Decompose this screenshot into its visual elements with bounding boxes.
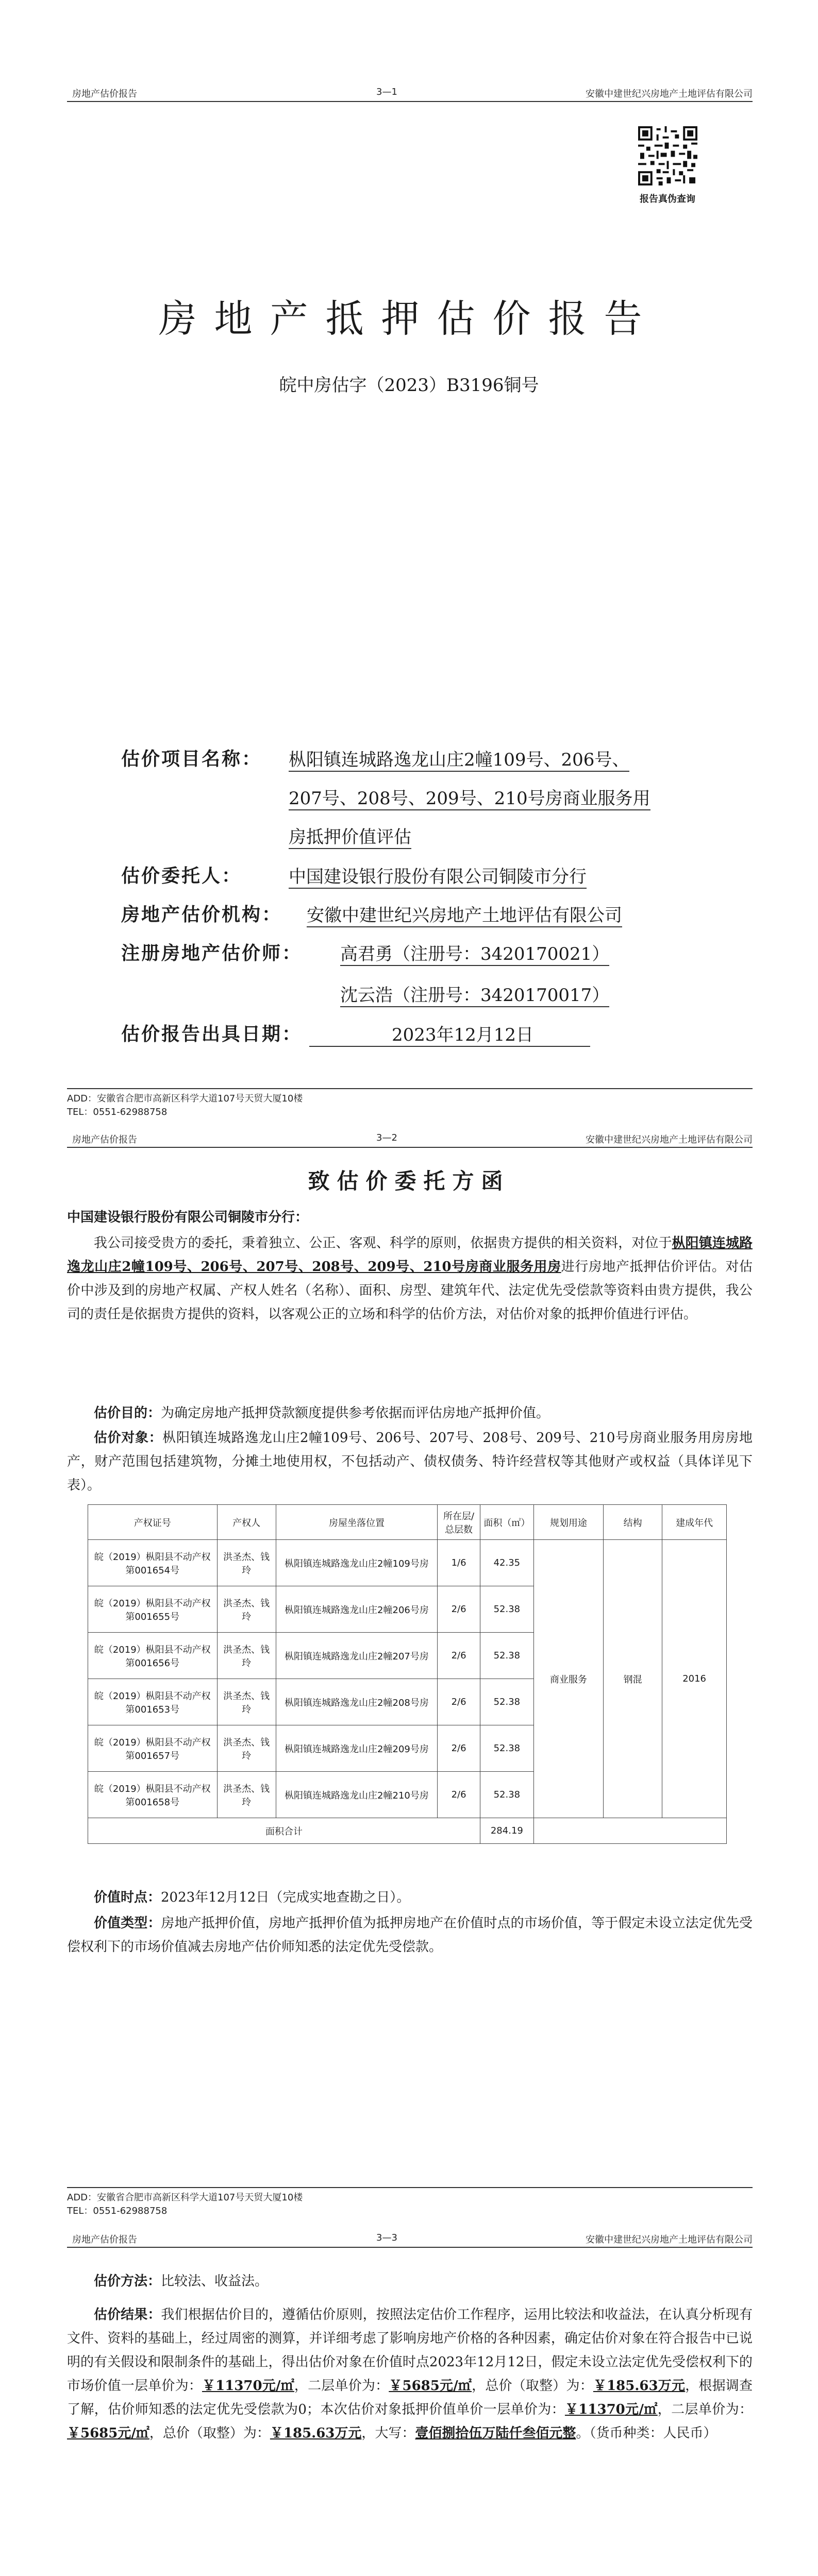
- report-title: 房地产抵押估价报告: [158, 297, 660, 341]
- method-label: 估价方法：: [94, 2274, 161, 2289]
- col-floor: 所在层/总层数: [438, 1505, 480, 1540]
- col-year: 建成年代: [662, 1505, 727, 1540]
- project-line-3: 房抵押价值评估: [289, 823, 411, 849]
- client-label: 估价委托人：: [121, 865, 242, 887]
- type-text: 房地产抵押价值，房地产抵押价值为抵押房地产在价值时点的市场价值，等于假定未设立法定优先受偿权利下的市场价值减去房地产估价师知悉的法定优先受偿款。: [67, 1916, 753, 1955]
- type-para: [67, 1911, 753, 1959]
- value-total-mortgage: ￥185.63万元: [270, 2426, 362, 2441]
- result-sep: ，二层单价为：: [294, 2378, 389, 2394]
- letter-addressee: 中国建设银行股份有限公司铜陵市分行：: [67, 1210, 309, 1225]
- cell-year: 2016: [662, 1540, 727, 1818]
- result-sep: ，大写：: [361, 2426, 415, 2441]
- header-left: 房地产估价报告: [72, 1134, 137, 1145]
- cell-cert: 皖（2019）枞阳县不动产权第001654号: [88, 1540, 218, 1586]
- cell-area: 52.38: [480, 1586, 533, 1633]
- result-sep: ，总价（取整）为：: [472, 2378, 593, 2394]
- footer-phone: TEL：0551-62988758: [67, 1107, 168, 1117]
- cell-cert: 皖（2019）枞阳县不动产权第001657号: [88, 1725, 218, 1772]
- cell-cert: 皖（2019）枞阳县不动产权第001656号: [88, 1633, 218, 1679]
- cell-location: 枞阳镇连城路逸龙山庄2幢208号房: [276, 1679, 437, 1725]
- cell-owner: 洪圣杰、钱玲: [217, 1586, 276, 1633]
- cell-location: 枞阳镇连城路逸龙山庄2幢207号房: [276, 1633, 437, 1679]
- cell-area: 52.38: [480, 1772, 533, 1818]
- value-total-market: ￥185.63万元: [593, 2378, 686, 2394]
- footer-phone: TEL：0551-62988758: [67, 2206, 168, 2216]
- header-company: 安徽中建世纪兴房地产土地评估有限公司: [586, 1134, 753, 1145]
- report-number: 皖中房估字（2023）B3196铜号: [279, 375, 539, 396]
- type-label: 价值类型：: [94, 1916, 161, 1931]
- appraiser-label: 注册房地产估价师：: [121, 942, 303, 964]
- value-floor1-mortgage: ￥11370元/㎡: [564, 2402, 658, 2417]
- value-floor2-market: ￥5685元/㎡: [389, 2378, 472, 2394]
- cell-structure: 钢混: [603, 1540, 662, 1818]
- object-label: 估价对象：: [94, 1430, 163, 1446]
- cell-use: 商业服务: [533, 1540, 603, 1818]
- col-cert: 产权证号: [88, 1505, 218, 1540]
- purpose-text: 为确定房地产抵押贷款额度提供参考依据而评估房地产抵押价值。: [161, 1405, 550, 1421]
- footer-address: ADD：安徽省合肥市高新区科学大道107号天贸大厦10楼: [67, 1093, 303, 1104]
- intro-text: 我公司接受贵方的委托，秉着独立、公正、客观、科学的原则，依据贵方提供的相关资料，对位于: [94, 1235, 672, 1251]
- project-line-2: 207号、208号、209号、210号房商业服务用: [289, 784, 650, 810]
- total-area: 284.19: [480, 1818, 533, 1844]
- page-header-2: [67, 1123, 753, 1148]
- appraiser-2: 沈云浩（注册号：3420170017）: [340, 981, 609, 1007]
- intro-text-2: 进行房地产抵押估价评估。对估价中涉及到的房地产权属、产权人姓名（名称）、面积、房型、建筑年代、法定优先受偿款等资料由贵方提供，我公司的责任是依据贵方提供的资料，以客观公正的立场和科学的估价方法，对估价对象的抵押价值进行评估。: [67, 1259, 753, 1322]
- table-total-row: [88, 1818, 727, 1844]
- qr-code-icon: [638, 126, 697, 185]
- result-currency: 。（货币种类：人民币）: [576, 2426, 717, 2441]
- col-owner: 产权人: [217, 1505, 276, 1540]
- result-text: 我们根据估价目的，遵循估价原则，按照法定估价工作程序，运用比较法和收益法，在认真分析现有文件、资料的基础上，经过周密的测算，并详细考虑了影响房地产价格的各种因素，确定估价对象在符合报告中已说明的有关假设和限制条件的基础上，得出估价对象在价值时点2023年12月12日，假定未设立法定优先受偿权利下的市场价值一层单价为：: [67, 2307, 753, 2394]
- method-para: [67, 2269, 753, 2293]
- table-row: [88, 1540, 727, 1586]
- header-company: 安徽中建世纪兴房地产土地评估有限公司: [586, 2234, 753, 2245]
- cell-area: 42.35: [480, 1540, 533, 1586]
- cell-owner: 洪圣杰、钱玲: [217, 1540, 276, 1586]
- cell-area: 52.38: [480, 1679, 533, 1725]
- value-floor2-mortgage: ￥5685元/㎡: [67, 2426, 149, 2441]
- result-sep: ，总价（取整）为：: [149, 2426, 270, 2441]
- appraiser-1: 高君勇（注册号：3420170021）: [340, 940, 609, 966]
- cell-cert: 皖（2019）枞阳县不动产权第001655号: [88, 1586, 218, 1633]
- cell-owner: 洪圣杰、钱玲: [217, 1772, 276, 1818]
- header-page: 3—3: [376, 2232, 397, 2243]
- cell-owner: 洪圣杰、钱玲: [217, 1679, 276, 1725]
- page-header-3: [67, 2223, 753, 2248]
- table-header-row: [88, 1505, 727, 1540]
- cell-location: 枞阳镇连城路逸龙山庄2幢109号房: [276, 1540, 437, 1586]
- col-area: 面积（㎡）: [480, 1505, 533, 1540]
- result-para: [67, 2303, 753, 2445]
- project-line-1: 枞阳镇连城路逸龙山庄2幢109号、206号、: [289, 745, 629, 772]
- cell-location: 枞阳镇连城路逸龙山庄2幢210号房: [276, 1772, 437, 1818]
- result-sep: ，根据调查了解，估价师知悉的法定优先受偿款为0；本次估价对象抵押价值单价一层单价为：: [67, 2378, 753, 2417]
- cell-owner: 洪圣杰、钱玲: [217, 1633, 276, 1679]
- object-para: [67, 1426, 753, 1497]
- cell-floor: 1/6: [438, 1540, 480, 1586]
- value-total-words: 壹佰捌拾伍万陆仟叁佰元整: [415, 2426, 576, 2441]
- date-value: 2023年12月12日: [309, 1021, 590, 1047]
- cell-floor: 2/6: [438, 1586, 480, 1633]
- total-label: 面积合计: [88, 1818, 480, 1844]
- client-value: 中国建设银行股份有限公司铜陵市分行: [289, 862, 587, 889]
- cell-location: 枞阳镇连城路逸龙山庄2幢206号房: [276, 1586, 437, 1633]
- qr-caption: 报告真伪查询: [640, 194, 695, 205]
- header-left: 房地产估价报告: [72, 2234, 137, 2245]
- time-text: 2023年12月12日（完成实地查勘之日）。: [161, 1890, 410, 1905]
- cell-cert: 皖（2019）枞阳县不动产权第001658号: [88, 1772, 218, 1818]
- date-label: 估价报告出具日期：: [121, 1023, 303, 1045]
- letter-title: 致估价委托方函: [308, 1168, 510, 1194]
- cell-area: 52.38: [480, 1725, 533, 1772]
- agency-value: 安徽中建世纪兴房地产土地评估有限公司: [307, 901, 622, 927]
- footer-address: ADD：安徽省合肥市高新区科学大道107号天贸大厦10楼: [67, 2192, 303, 2203]
- page-footer-1: [67, 1088, 753, 1119]
- cell-area: 52.38: [480, 1633, 533, 1679]
- purpose-label: 估价目的：: [94, 1405, 161, 1421]
- header-left: 房地产估价报告: [72, 89, 137, 99]
- purpose-para: [67, 1401, 753, 1425]
- cell-floor: 2/6: [438, 1725, 480, 1772]
- time-label: 价值时点：: [94, 1890, 161, 1905]
- result-sep: ，二层单价为：: [657, 2402, 753, 2417]
- cell-floor: 2/6: [438, 1772, 480, 1818]
- time-para: [67, 1886, 753, 1909]
- total-empty: [533, 1818, 726, 1844]
- property-table: [88, 1504, 727, 1844]
- col-location: 房屋坐落位置: [276, 1505, 437, 1540]
- page-header-1: [67, 77, 753, 102]
- header-company: 安徽中建世纪兴房地产土地评估有限公司: [586, 89, 753, 99]
- header-page: 3—2: [376, 1132, 397, 1143]
- cell-location: 枞阳镇连城路逸龙山庄2幢209号房: [276, 1725, 437, 1772]
- col-use: 规划用途: [533, 1505, 603, 1540]
- cell-floor: 2/6: [438, 1633, 480, 1679]
- object-text: 枞阳镇连城路逸龙山庄2幢109号、206号、207号、208号、209号、210号房商业服务用房房地产，财产范围包括建筑物，分摊土地使用权，不包括动产、债权债务、特许经营权等其他财产或权益（具体详见下表）。: [67, 1430, 753, 1493]
- value-floor1-market: ￥11370元/㎡: [202, 2378, 294, 2394]
- header-page: 3—1: [376, 87, 397, 97]
- cell-floor: 2/6: [438, 1679, 480, 1725]
- intro-object: 枞阳镇连城路逸龙山庄2幢109号、206号、207号、208号、209号、210号房商业服务用房: [67, 1235, 753, 1275]
- letter-intro: [67, 1231, 753, 1326]
- col-structure: 结构: [603, 1505, 662, 1540]
- cell-cert: 皖（2019）枞阳县不动产权第001653号: [88, 1679, 218, 1725]
- cell-owner: 洪圣杰、钱玲: [217, 1725, 276, 1772]
- qr-code-image[interactable]: [638, 126, 697, 185]
- agency-label: 房地产估价机构：: [121, 904, 282, 925]
- method-text: 比较法、收益法。: [161, 2274, 269, 2289]
- project-label: 估价项目名称：: [121, 748, 262, 770]
- page-footer-2: [67, 2187, 753, 2218]
- result-label: 估价结果：: [94, 2307, 161, 2323]
